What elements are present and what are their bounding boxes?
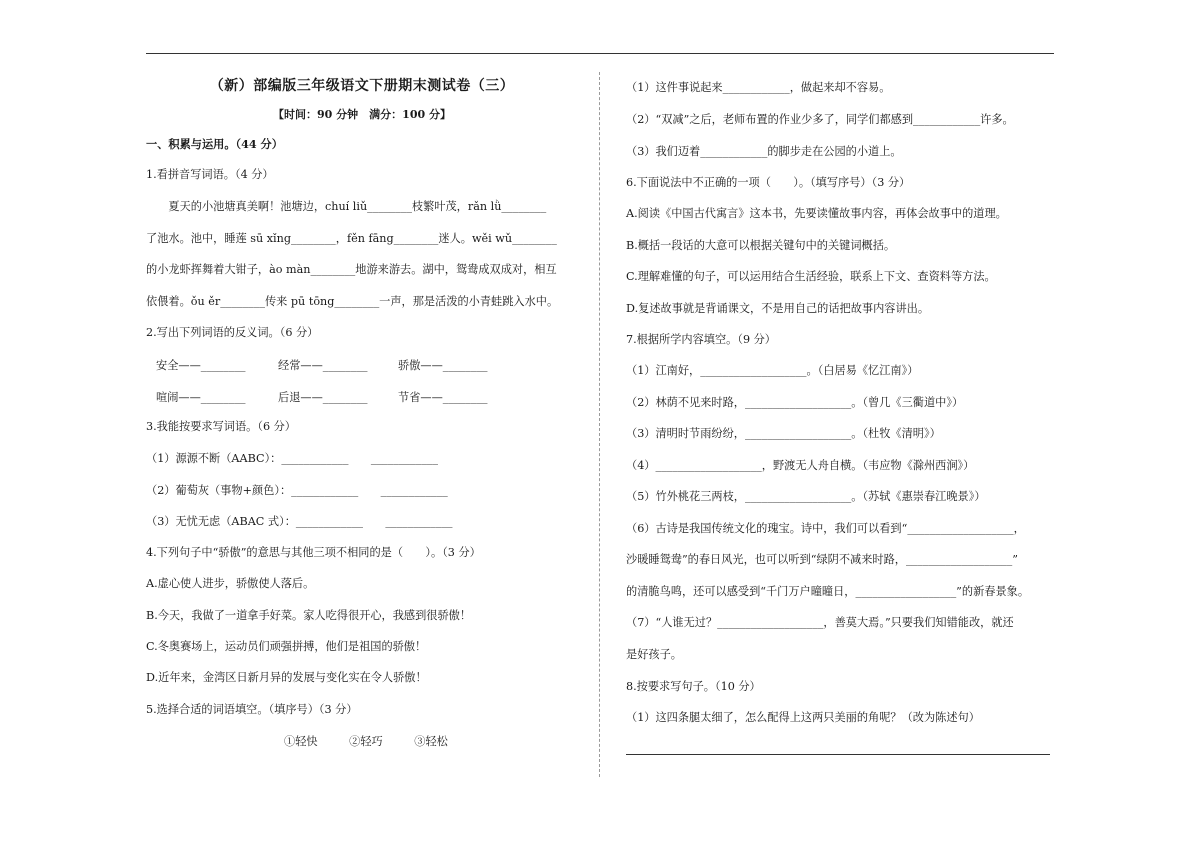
q7-title: 7.根据所学内容填空。（9 分） [626, 333, 776, 346]
q7-line: （1）江南好，___________________。（白居易《忆江南》） [626, 364, 919, 377]
q3-line: （3）无忧无虑（ABAC 式）：____________ ____________ [146, 515, 453, 528]
q1-line: 依偎着。ǒu ěr________传来 pū tōng________一声，那是活泼的小青蛙跳入水中。 [146, 295, 559, 308]
q2-item: 骄傲——________ [398, 359, 488, 372]
page-title: （新）部编版三年级语文下册期末测试卷（三） [209, 78, 515, 94]
q2-item: 后退——________ [278, 391, 368, 404]
q1-line: 了池水。池中，睡莲 sū xǐng________，fěn fāng________迷人。wěi wǔ________ [146, 232, 557, 245]
q1-line: 夏天的小池塘真美啊！池塘边，chuí liǔ________枝繁叶茂，rǎn lǜ________ [146, 200, 547, 213]
q7-line: （6）古诗是我国传统文化的瑰宝。诗中，我们可以看到“___________________， [626, 522, 1025, 535]
q4-option: A.虚心使人进步，骄傲使人落后。 [146, 577, 315, 590]
q3-line: （1）源源不断（AABC）：____________ ____________ [146, 452, 438, 465]
q5-choices [270, 734, 462, 750]
q7-line: 的清脆鸟鸣，还可以感受到“千门万户曈曈日，__________________”的新春景象。 [626, 585, 1030, 598]
q3-title: 3.我能按要求写词语。（6 分） [146, 420, 296, 433]
q7-line: 是好孩子。 [626, 648, 682, 661]
q2-item: 节省——________ [398, 391, 488, 404]
q6-option: B.概括一段话的大意可以根据关键句中的关键词概括。 [626, 239, 896, 252]
column-divider [599, 72, 600, 777]
q4-option: B.今天，我做了一道拿手好菜。家人吃得很开心，我感到很骄傲！ [146, 609, 472, 622]
top-rule [146, 53, 1054, 54]
q6-option: C.理解难懂的句子，可以运用结合生活经验，联系上下文、查资料等方法。 [626, 270, 996, 283]
q5-blank-line: （3）我们迈着____________的脚步走在公园的小道上。 [626, 145, 902, 158]
q5-choice: ③轻松 [414, 735, 448, 748]
section-1-heading: 一、积累与运用。（44 分） [146, 137, 283, 151]
q5-title: 5.选择合适的词语填空。（填序号）（3 分） [146, 703, 358, 716]
q7-line: （5）竹外桃花三两枝，___________________。（苏轼《惠崇春江晚景》） [626, 490, 986, 503]
q6-option: D.复述故事就是背诵课文，不是用自己的话把故事内容讲出。 [626, 302, 930, 315]
q1-title: 1.看拼音写词语。（4 分） [146, 168, 274, 181]
q6-title: 6.下面说法中不正确的一项（ ）。（填写序号）（3 分） [626, 176, 911, 189]
q7-line: （2）林荫不见来时路，___________________。（曾几《三衢道中》） [626, 396, 964, 409]
q5-choice: ②轻巧 [349, 735, 383, 748]
q2-item: 安全——________ [156, 359, 246, 372]
q4-title: 4.下列句子中“骄傲”的意思与其他三项不相同的是（ ）。（3 分） [146, 546, 481, 559]
q8-title: 8.按要求写句子。（10 分） [626, 680, 761, 693]
q2-title: 2.写出下列词语的反义词。（6 分） [146, 326, 319, 339]
q5-blank-line: （1）这件事说起来____________，做起来却不容易。 [626, 81, 891, 94]
q7-line: 沙暖睡鸳鸯”的春日风光，也可以听到“绿阴不减来时路，___________________” [626, 553, 1018, 566]
q5-blank-line: （2）“双减”之后，老师布置的作业少多了，同学们都感到____________许多。 [626, 113, 1014, 126]
q6-option: A.阅读《中国古代寓言》这本书，先要读懂故事内容，再体会故事中的道理。 [626, 207, 1007, 220]
q2-item: 喧闹——________ [156, 391, 246, 404]
q4-option: D.近年来，金湾区日新月异的发展与变化实在令人骄傲！ [146, 671, 427, 684]
q7-line: （4）___________________，野渡无人舟自横。（韦应物《滁州西涧》） [626, 459, 975, 472]
q4-option: C.冬奥赛场上，运动员们顽强拼搏，他们是祖国的骄傲！ [146, 640, 427, 653]
q5-choice: ①轻快 [284, 735, 318, 748]
q7-line: （3）清明时节雨纷纷，___________________。（杜牧《清明》） [626, 427, 941, 440]
q3-line: （2）葡萄灰（事物+颜色）：____________ ____________ [146, 484, 448, 497]
q2-item: 经常——________ [278, 359, 368, 372]
q7-line: （7）“人谁无过？___________________，善莫大焉。”只要我们知错能改，就还 [626, 616, 1014, 629]
page-subtitle: 【时间：90 分钟 满分：100 分】 [273, 108, 451, 121]
q1-line: 的小龙虾挥舞着大钳子，ào màn________地游来游去。湖中，鸳鸯成双成对，相互 [146, 263, 557, 276]
answer-line[interactable] [626, 754, 1050, 755]
q8-line: （1）这四条腿太细了，怎么配得上这两只美丽的角呢？（改为陈述句） [626, 711, 980, 724]
